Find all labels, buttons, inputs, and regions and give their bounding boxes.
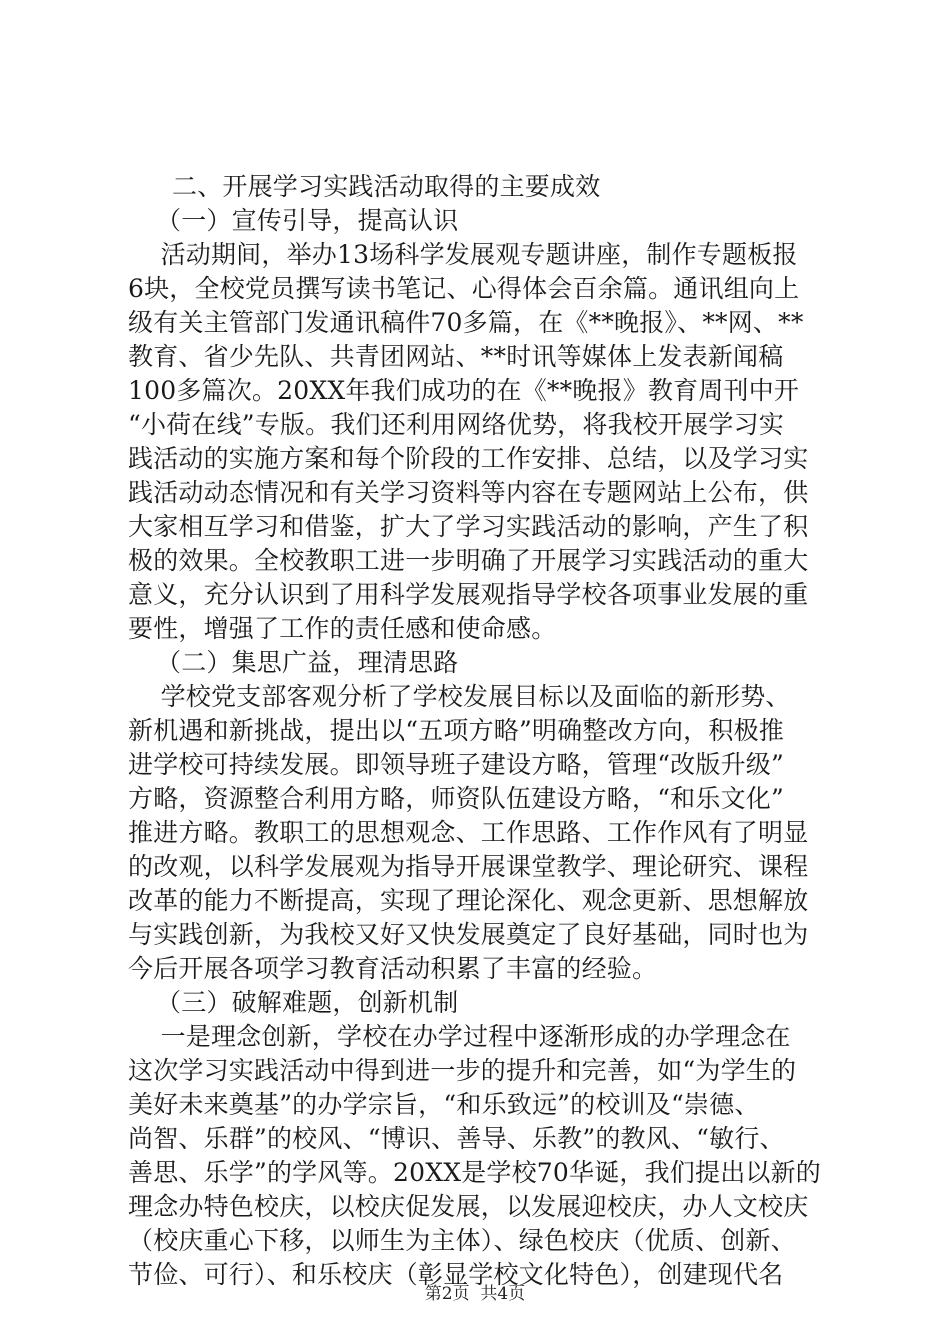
paragraph-line: 6块，全校党员撰写读书笔记、心得体会百余篇。通讯组向上 (128, 274, 800, 303)
paragraph-line: 践活动的实施方案和每个阶段的工作安排、总结，以及学习实 (128, 444, 809, 473)
paragraph-line: 级有关主管部门发通讯稿件70多篇，在《**晚报》、**网、** (128, 308, 804, 337)
paragraph-line: 活动期间，举办13场科学发展观专题讲座，制作专题板报 (128, 240, 798, 269)
subsection-title-3: （三）破解难题，创新机制 (156, 988, 459, 1017)
subsection-title-1: （一）宣传引导，提高认识 (156, 206, 459, 235)
paragraph-line: 与实践创新，为我校又好又快发展奠定了良好基础，同时也为 (128, 920, 809, 949)
paragraph-line: （校庆重心下移，以师生为主体）、绿色校庆（优质、创新、 (128, 1226, 796, 1255)
paragraph-line: 的改观，以科学发展观为指导开展课堂教学、理论研究、课程 (128, 852, 809, 881)
paragraph-line: 善思、乐学”的学风等。20XX是学校70华诞，我们提出以新的 (128, 1158, 822, 1187)
subsection-title-2: （二）集思广益，理清思路 (156, 648, 459, 677)
paragraph-line: 极的效果。全校教职工进一步明确了开展学习实践活动的重大 (128, 546, 809, 575)
paragraph-line: 这次学习实践活动中得到进一步的提升和完善，如“为学生的 (128, 1056, 797, 1085)
paragraph-line: 新机遇和新挑战，提出以“五项方略”明确整改方向，积极推 (128, 716, 784, 745)
paragraph-line: 尚智、乐群”的校风、“博识、善导、乐教”的教风、“敏行、 (128, 1124, 785, 1153)
paragraph-line: 100多篇次。20XX年我们成功的在《**晚报》教育周刊中开 (128, 376, 800, 405)
paragraph-line: 教育、省少先队、共青团网站、**时讯等媒体上发表新闻稿 (128, 342, 784, 371)
paragraph-line: 要性，增强了工作的责任感和使命感。 (128, 614, 557, 643)
paragraph-line: 节俭、可行）、和乐校庆（彰显学校文化特色），创建现代名 (128, 1260, 784, 1289)
document-body (128, 170, 838, 1292)
page-number: 第2页 共4页 (424, 1284, 526, 1304)
paragraph-line: 理念办特色校庆，以校庆促发展，以发展迎校庆，办人文校庆 (128, 1192, 809, 1221)
paragraph-line: 进学校可持续发展。即领导班子建设方略，管理“改版升级” (128, 750, 784, 779)
paragraph-line: 一是理念创新，学校在办学过程中逐渐形成的办学理念在 (128, 1022, 791, 1051)
paragraph-line: 今后开展各项学习教育活动积累了丰富的经验。 (128, 954, 658, 983)
paragraph-line: 方略，资源整合利用方略，师资队伍建设方略，“和乐文化” (128, 784, 784, 813)
paragraph-line: 美好未来奠基”的办学宗旨，“和乐致远”的校训及“崇德、 (128, 1090, 760, 1119)
paragraph-line: “小荷在线”专版。我们还利用网络优势，将我校开展学习实 (128, 410, 784, 439)
paragraph-line: 践活动动态情况和有关学习资料等内容在专题网站上公布，供 (128, 478, 809, 507)
paragraph-line: 意义，充分认识到了用科学发展观指导学校各项事业发展的重 (128, 580, 809, 609)
paragraph-line: 改革的能力不断提高，实现了理论深化、观念更新、思想解放 (128, 886, 809, 915)
paragraph-line: 大家相互学习和借鉴，扩大了学习实践活动的影响，产生了积 (128, 512, 809, 541)
paragraph-line: 学校党支部客观分析了学校发展目标以及面临的新形势、 (128, 682, 791, 711)
paragraph-line: 推进方略。教职工的思想观念、工作思路、工作作风有了明显 (128, 818, 809, 847)
section-heading: 二、开展学习实践活动取得的主要成效 (172, 172, 601, 201)
